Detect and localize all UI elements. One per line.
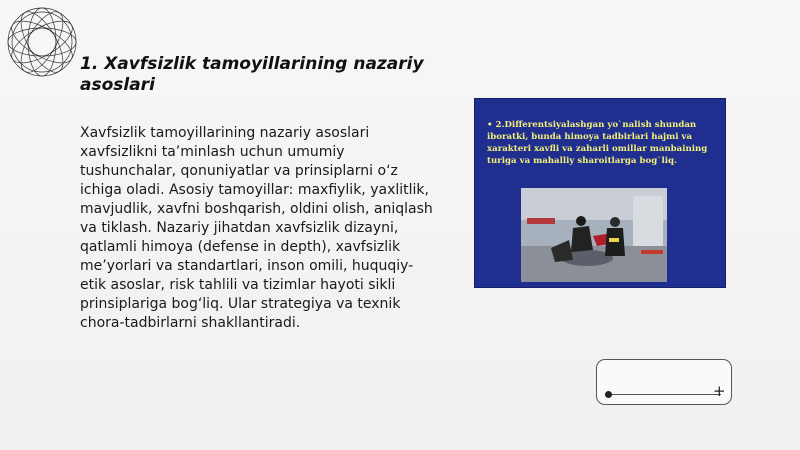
slide-body-text: Xavfsizlik tamoyillarining nazariy asoslari xavfsizlikni ta’minlash uchun umumiy tushunchalar, qonuniyatlar va prinsiplarni o‘z ichiga oladi. Asosiy tamoyillar: maxfiylik, yaxlitlik, mavjudlik, xavfni boshqarish, oldini olish, aniqlash va tiklash. Nazariy jihatdan xavfsizlik dizayni, qatlamli himoya (defense in depth), xavfsizlik me’yorlari va standartlari, inson omili, huquqiy-etik asoslar, risk tahlili va tizimlar hayoti sikli prinsiplariga bog‘liq. Ular strategiya va texnik chora-tadbirlarni shakllantiradi.	[80, 125, 433, 331]
image-caption	[487, 119, 715, 167]
ornamental-circle-logo	[4, 4, 80, 80]
slide-image	[475, 99, 725, 287]
rescue-scene-illustration	[521, 188, 667, 282]
slider-track[interactable]	[607, 394, 721, 395]
plus-icon[interactable]: +	[713, 382, 726, 400]
slider-knob[interactable]	[605, 391, 612, 398]
image-caption-text: 2.Differentsiyalashgan yo`nalish shundan iboratki, bunda himoya tadbirlari hajmi va xarakteri xavfli va zaharli omillar manbaining turiga va mahalliy sharoitlarga bog`liq.	[487, 120, 708, 166]
rescue-photo	[521, 188, 667, 282]
zoom-slider-panel[interactable]	[596, 359, 732, 405]
slide-title: 1. Xavfsizlik tamoyillarining nazariy asoslari	[80, 54, 424, 95]
image-caption-bullet: •	[487, 120, 493, 130]
